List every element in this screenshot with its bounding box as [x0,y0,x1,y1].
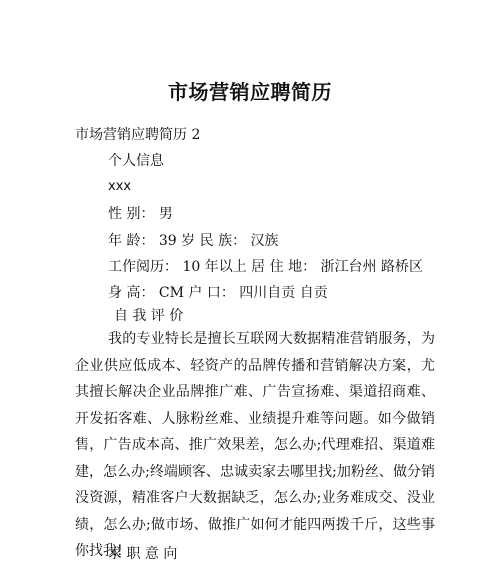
gender-row: 性 别： 男 [108,206,173,222]
section-heading-job-intention: 求 职 意 向 [108,546,178,562]
self-evaluation-paragraph: 我的专业特长是擅长互联网大数据精准营销服务，为企业供应低成本、轻资产的品牌传播和营销解决方案，尤其擅长解决企业品牌推广难、广告宣扬难、渠道招商难、开发拓客难、人脉粉丝难、业绩提升难等问题。如今做销售，广告成本高、推广效果差，怎么办;代理难招、渠道难建，怎么办;终端顾客、忠诚卖家去哪里找;加粉丝、做分销没资源，精准客户大数据缺乏，怎么办;业务难成交、没业绩，怎么办;做市场、做推广如何才能四两拨千斤，这些事你找我! [75,331,435,559]
age-ethnicity-row: 年 龄： 39 岁 民 族： 汉族 [108,233,279,249]
document-subtitle: 市场营销应聘简历 2 [75,127,201,143]
experience-residence-row: 工作阅历： 10 年以上 居 住 地： 浙江台州 路桥区 [108,259,423,275]
section-heading-personal-info: 个人信息 [108,153,164,169]
candidate-name: xxx [108,179,132,194]
document-title: 市场营销应聘简历 [168,80,332,104]
height-hukou-row: 身 高： CM 户 口： 四川自贡 自贡 [108,285,328,301]
section-heading-self-evaluation: 自 我 评 价 [114,308,184,324]
